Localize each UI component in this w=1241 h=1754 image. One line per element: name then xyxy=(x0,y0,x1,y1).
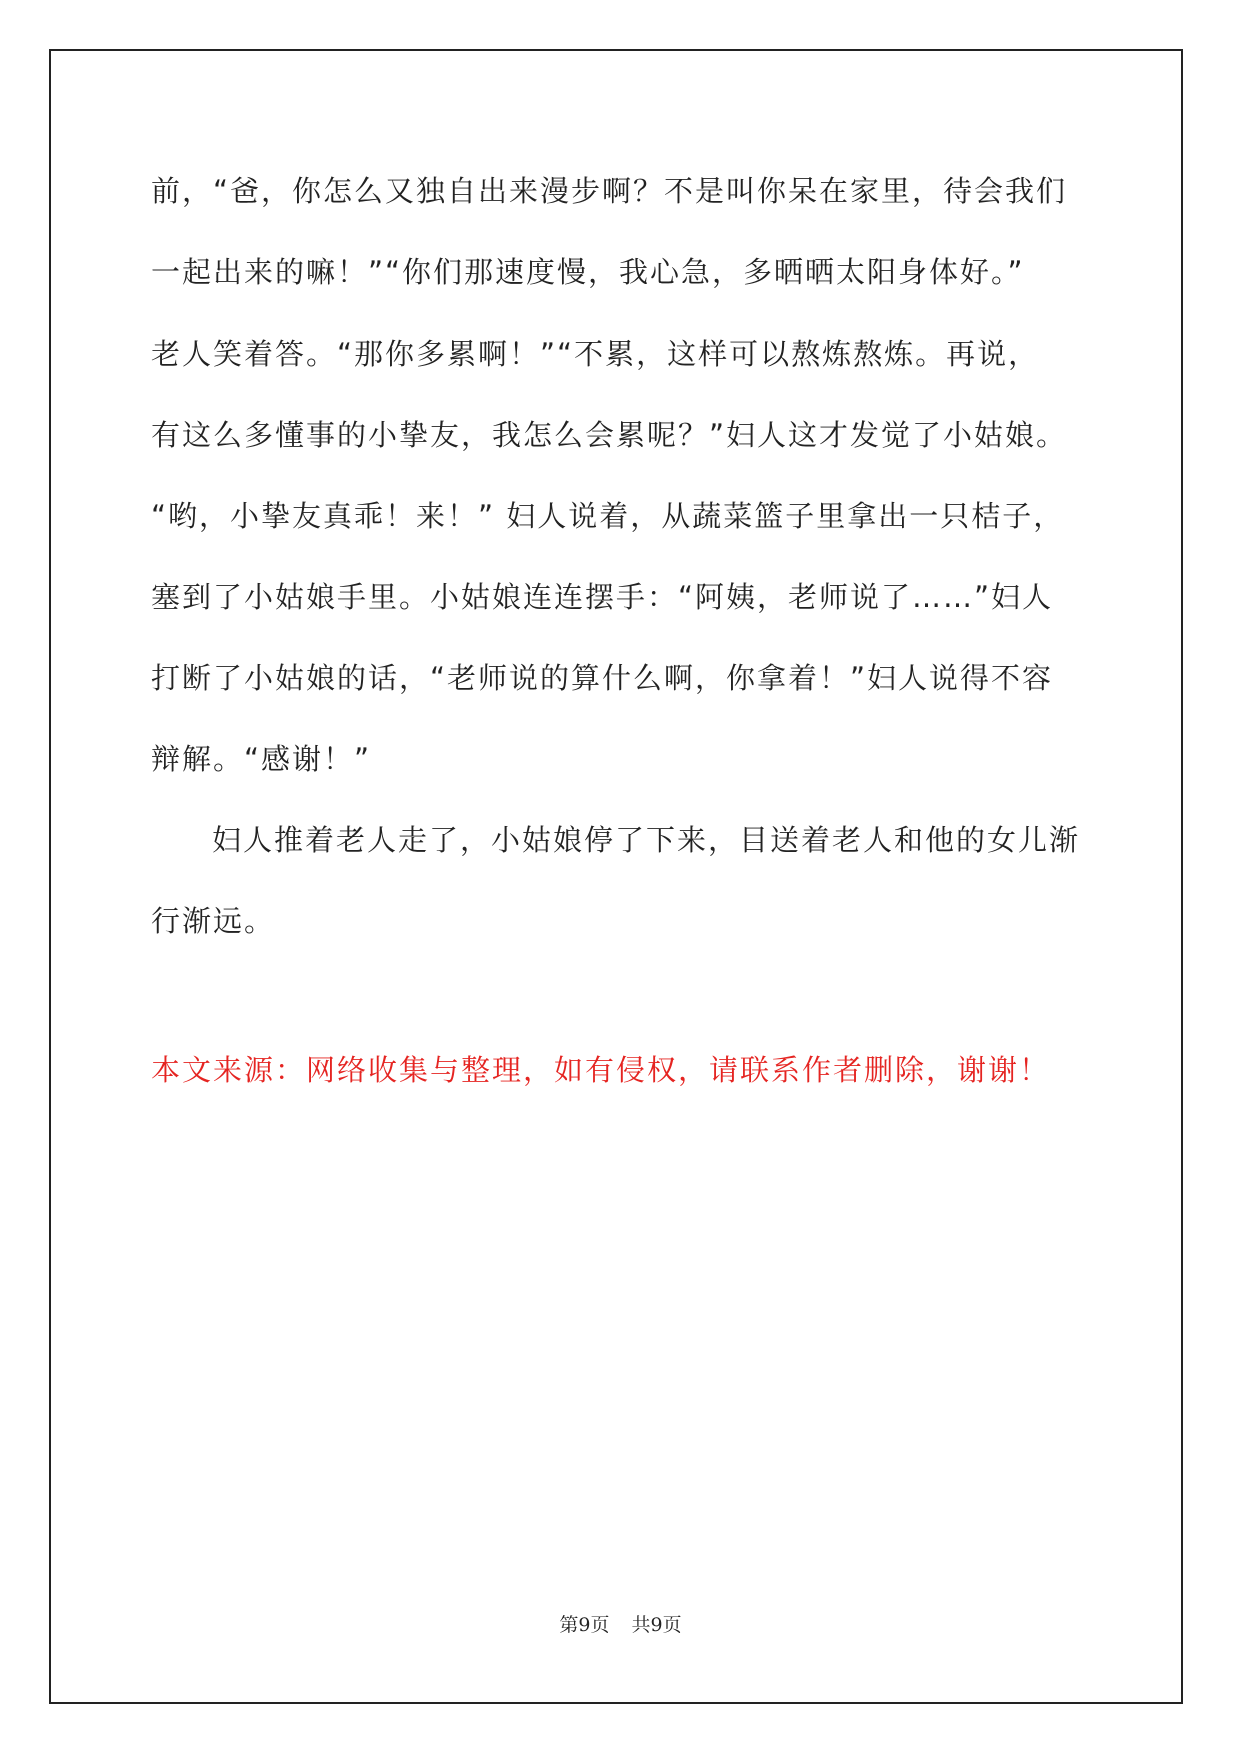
body-line-4: 有这么多懂事的小挚友，我怎么会累呢？”妇人这才发觉了小姑娘。 xyxy=(151,418,1068,452)
total-pages-label: 共9页 xyxy=(631,1614,682,1636)
body-line-3: 老人笑着答。“那你多累啊！”“不累，这样可以熬炼熬炼。再说， xyxy=(151,337,1040,371)
body-paragraph-indented-line: 妇人推着老人走了，小姑娘停了下来，目送着老人和他的女儿渐 xyxy=(212,823,1081,857)
body-line-6: 塞到了小姑娘手里。小姑娘连连摆手：“阿姨，老师说了……”妇人 xyxy=(151,580,1054,614)
source-note: 本文来源：网络收集与整理，如有侵权，请联系作者删除，谢谢！ xyxy=(151,1053,1051,1087)
body-line-5: “哟，小挚友真乖！来！” 妇人说着，从蔬菜篮子里拿出一只桔子， xyxy=(151,499,1065,533)
body-line-10: 行渐远。 xyxy=(151,904,276,938)
page-border xyxy=(49,49,1183,1704)
body-line-7: 打断了小姑娘的话，“老师说的算什么啊，你拿着！”妇人说得不容 xyxy=(151,661,1054,695)
body-line-8: 辩解。“感谢！” xyxy=(151,742,372,776)
body-line-2: 一起出来的嘛！”“你们那速度慢，我心急，多晒晒太阳身体好。” xyxy=(151,255,1025,289)
current-page-label: 第9页 xyxy=(559,1614,610,1636)
body-line-1: 前，“爸，你怎么又独自出来漫步啊？不是叫你呆在家里，待会我们 xyxy=(151,174,1068,208)
page-footer xyxy=(0,1613,1241,1637)
